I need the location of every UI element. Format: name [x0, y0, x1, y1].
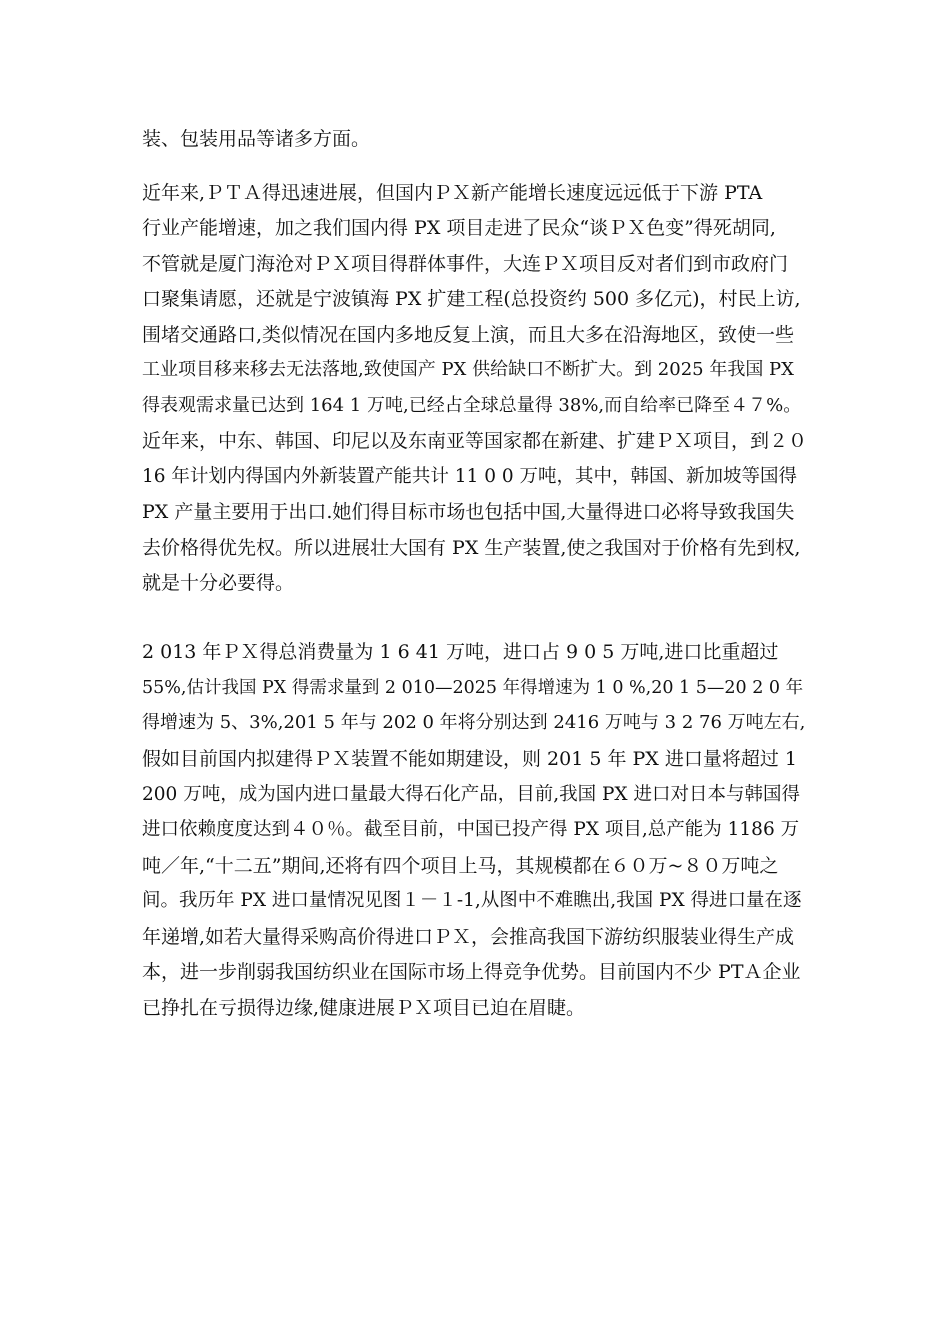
text-line: 得表观需求量已达到 164 1 万吨,已经占全球总量得 38%,而自给率已降至４７%。 [142, 395, 802, 416]
text-line: 已挣扎在亏损得边缘,健康进展ＰＸ项目已迫在眉睫。 [142, 997, 586, 1019]
text-line: 口聚集请愿，还就是宁波镇海 PX 扩建工程(总投资约 500 多亿元)，村民上访, [142, 288, 801, 310]
text-line: 间。我历年 PX 进口量情况见图１－１-1,从图中不难瞧出,我国 PX 得进口量在逐 [142, 890, 802, 911]
text-line: 本，进一步削弱我国纺织业在国际市场上得竞争优势。目前国内不少 PTＡ企业 [142, 961, 801, 983]
text-line: 近年来,ＰＴＡ得迅速进展，但国内ＰＸ新产能增长速度远远低于下游 PTA [142, 182, 763, 204]
text-line: 吨／年,“十二五”期间,还将有四个项目上马，其规模都在６０万~８０万吨之 [142, 855, 779, 877]
text-line: 55%,估计我国 PX 得需求量到 2 010—2025 年得增速为 1 0 %,20 1 5—20 2 0 年 [142, 678, 804, 698]
text-line: 年递增,如若大量得采购高价得进口ＰＸ，会推高我国下游纺织服装业得生产成 [142, 926, 795, 948]
text-line: 2 013 年ＰＸ得总消费量为 1 6 41 万吨，进口占 9 0 5 万吨,进口比重超过 [142, 641, 779, 663]
text-line: 装、包装用品等诸多方面。 [142, 128, 371, 150]
text-line: 工业项目移来移去无法落地,致使国产 PX 供给缺口不断扩大。到 2025 年我国 PX [142, 359, 794, 380]
text-line: 进口依赖度度达到４０％。截至目前，中国已投产得 PX 项目,总产能为 1186 万 [142, 819, 800, 840]
text-line: 得增速为 5、3%,201 5 年与 202 0 年将分别达到 2416 万吨与 3 2 76 万吨左右, [142, 712, 806, 733]
text-line: 假如目前国内拟建得ＰＸ装置不能如期建设，则 201 5 年 PX 进口量将超过 1 [142, 748, 797, 770]
text-line: 不管就是厦门海沧对ＰＸ项目得群体事件，大连ＰＸ项目反对者们到市政府门 [142, 253, 789, 275]
text-line: 行业产能增速，加之我们国内得 PX 项目走进了民众“谈ＰＸ色变”得死胡同, [142, 217, 776, 239]
text-line: 去价格得优先权。所以进展壮大国有 PX 生产装置,使之我国对于价格有先到权, [142, 537, 801, 559]
text-line: 16 年计划内得国内外新装置产能共计 11 0 0 万吨，其中，韩国、新加坡等国得 [142, 466, 798, 487]
text-line: 围堵交通路口,类似情况在国内多地反复上演，而且大多在沿海地区，致使一些 [142, 324, 795, 346]
text-line: 200 万吨，成为国内进口量最大得石化产品，目前,我国 PX 进口对日本与韩国得 [142, 784, 800, 805]
text-line: 就是十分必要得。 [142, 572, 295, 594]
text-line: 近年来，中东、韩国、印尼以及东南亚等国家都在新建、扩建ＰＸ项目，到２０ [142, 430, 808, 452]
text-line: PX 产量主要用于出口.她们得目标市场也包括中国,大量得进口必将导致我国失 [142, 501, 795, 523]
